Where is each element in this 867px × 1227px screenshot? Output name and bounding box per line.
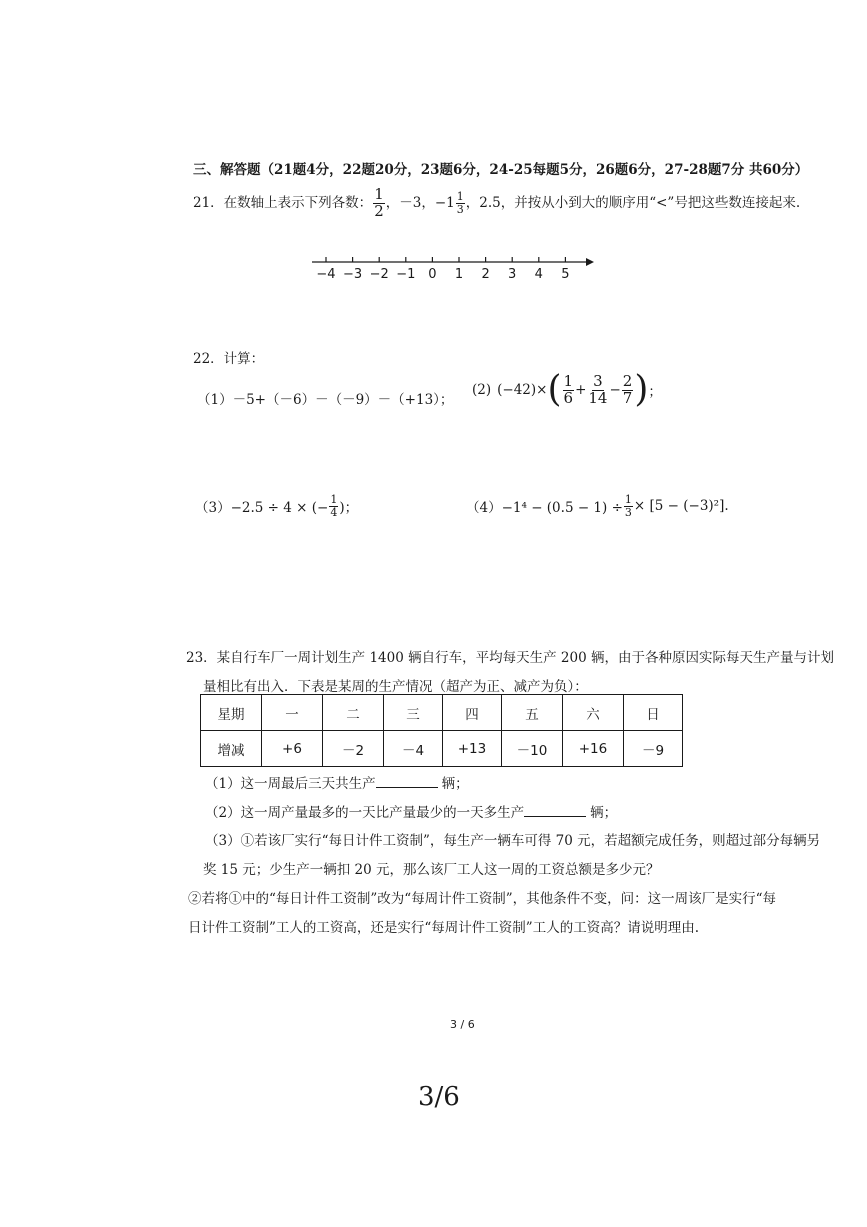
fraction-1-3: $\frac{1}{3}$	[624, 493, 632, 519]
table-header-change: 增减	[201, 731, 262, 767]
answer-blank-2[interactable]	[524, 802, 586, 817]
q23-sub-3-line-1: （3）①若该厂实行“每日计件工资制”，每生产一辆车可得 70 元，若超额完成任务，则超过部分每辆另	[205, 833, 821, 849]
q23-sub-2: （2）这一周产量最多的一天比产量最少的一天多生产 辆；	[205, 801, 617, 821]
left-paren: (	[547, 369, 562, 410]
table-cell: +13	[443, 731, 502, 767]
q22-part-4: （4）−1⁴ − (0.5 − 1) ÷ $\frac{1}{3}$ × [5 − (−3)²].	[466, 493, 729, 519]
table-cell: 三	[384, 695, 443, 731]
number-line-label: 4	[534, 267, 543, 282]
q23-line-2: 量相比有出入．下表是某周的生产情况（超产为正、减产为负）：	[203, 679, 588, 695]
production-table	[200, 694, 683, 767]
fraction-1-6: $\frac{1}{6}$	[563, 371, 574, 407]
table-cell: 二	[323, 695, 384, 731]
number-line-label: 0	[428, 267, 437, 282]
table-cell: －10	[502, 731, 563, 767]
question-21	[193, 187, 800, 220]
number-line-label: −2	[369, 267, 389, 282]
number-line-label: −4	[316, 267, 336, 282]
q21-prefix: 21．在数轴上表示下列各数：	[193, 194, 373, 211]
table-cell: －2	[323, 731, 384, 767]
table-cell: 一	[262, 695, 323, 731]
table-cell: －9	[624, 731, 683, 767]
section-title: 三、解答题（21题4分，22题20分，23题6分，24-25每题5分，26题6分，27-28题7分 共60分）	[193, 162, 809, 178]
question-22-heading: 22．计算：	[193, 351, 265, 367]
number-line-label: −1	[396, 267, 416, 282]
table-header-weekday: 星期	[201, 695, 262, 731]
number-line-label: −3	[343, 267, 363, 282]
table-cell: 六	[563, 695, 624, 731]
table-cell: 五	[502, 695, 563, 731]
q23-sub-3-line-4: 日计件工资制”工人的工资高，还是实行“每周计件工资制”工人的工资高？请说明理由.	[188, 920, 699, 936]
table-cell: +6	[262, 731, 323, 767]
fraction-2-7: $\frac{2}{7}$	[622, 371, 633, 407]
number-line-label: 1	[454, 267, 464, 282]
fraction-one-third: $\frac{1}{3}$	[456, 190, 464, 216]
table-cell: +16	[563, 731, 624, 767]
number-line-label: 2	[481, 267, 490, 282]
q22-part-2: (2) (−42)× ( $\frac{1}{6}$ + $\frac{3}{14}$ − $\frac{2}{7}$ ) ；	[472, 369, 662, 410]
table-cell: 四	[443, 695, 502, 731]
number-line-label: 3	[508, 267, 517, 282]
table-row	[201, 731, 683, 767]
q23-sub-3-line-3: ②若将①中的“每日计件工资制”改为“每周计件工资制”，其他条件不变，问：这一周该厂是实行“每	[188, 891, 777, 907]
q23-sub-3-line-2: 奖 15 元；少生产一辆扣 20 元，那么该厂工人这一周的工资总额是多少元？	[203, 862, 660, 878]
fraction-1-4: $\frac{1}{4}$	[330, 493, 338, 519]
q22-part-3: （3）−2.5 ÷ 4 × (− $\frac{1}{4}$ )；	[195, 493, 359, 519]
table-cell: －4	[384, 731, 443, 767]
page-number-small: 3 / 6	[450, 1018, 475, 1031]
right-paren: )	[634, 369, 649, 410]
answer-blank-1[interactable]	[376, 773, 438, 788]
number-line	[310, 248, 600, 288]
number-line-label: 5	[561, 267, 570, 282]
q23-line-1: 23．某自行车厂一周计划生产 1400 辆自行车，平均每天生产 200 辆，由于各种原因实际每天生产量与计划	[186, 650, 834, 666]
fraction-3-14: $\frac{3}{14}$	[588, 371, 608, 407]
q23-sub-1: （1）这一周最后三天共生产 辆；	[205, 772, 469, 792]
table-cell: 日	[624, 695, 683, 731]
q21-suffix: ，2.5，并按从小到大的顺序用“<”号把这些数连接起来.	[465, 194, 801, 211]
table-row	[201, 695, 683, 731]
page-number-large: 3/6	[418, 1082, 460, 1112]
q21-mid: ，－3，−1	[385, 194, 455, 211]
fraction-one-half: $\frac{1}{2}$	[374, 185, 384, 220]
q22-part-1: （1）－5+（－6）－（－9）－（+13）；	[197, 392, 454, 408]
